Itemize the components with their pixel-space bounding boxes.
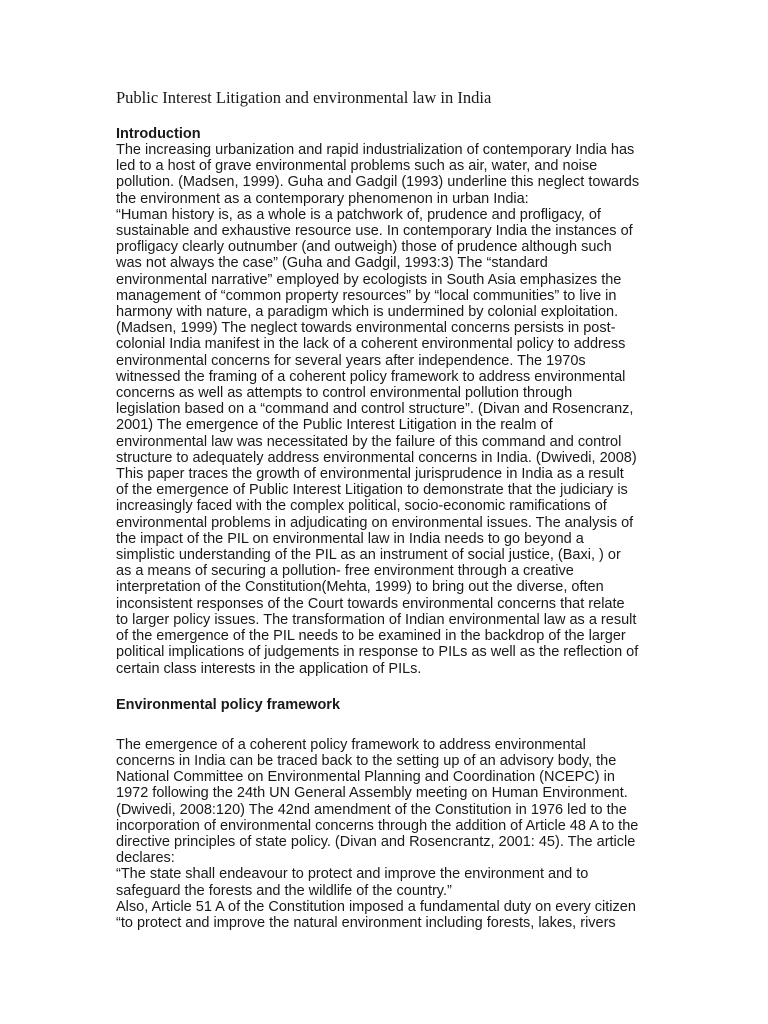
section-environmental-policy — [116, 697, 656, 931]
text-line: “to protect and improve the natural environment including forests, lakes, rivers — [116, 914, 616, 931]
text-line: pollution. (Madsen, 1999). Guha and Gadgil (1993) underline this neglect towards — [116, 174, 640, 191]
text-line: management of “common property resources” by “local communities” to live in — [116, 287, 617, 304]
text-line: Also, Article 51 A of the Constitution imposed a fundamental duty on every citizen — [116, 898, 636, 915]
text-line: colonial India manifest in the lack of a coherent environmental policy to address — [116, 336, 626, 353]
text-line: 2001) The emergence of the Public Interest Litigation in the realm of — [116, 417, 553, 434]
text-line: declares: — [116, 850, 175, 867]
text-line: incorporation of environmental concerns through the addition of Article 48 A to the — [116, 817, 639, 834]
text-line: increasingly faced with the complex political, socio-economic ramifications of — [116, 498, 607, 515]
text-line: witnessed the framing of a coherent policy framework to address environmental — [116, 368, 626, 385]
text-line: concerns in India can be traced back to the setting up of an advisory body, the — [116, 752, 617, 769]
text-line: interpretation of the Constitution(Mehta, 1999) to bring out the diverse, often — [116, 579, 604, 596]
section-introduction — [116, 126, 656, 677]
text-line: 1972 following the 24th UN General Assembly meeting on Human Environment. — [116, 785, 628, 802]
text-line: to larger policy issues. The transformation of Indian environmental law as a result — [116, 611, 637, 628]
text-line: This paper traces the growth of environmental jurisprudence in India as a result — [116, 466, 624, 483]
text-line: inconsistent responses of the Court towards environmental concerns that relate — [116, 595, 625, 612]
text-line: concerns as well as attempts to control environmental pollution through — [116, 385, 573, 402]
text-line: The increasing urbanization and rapid industrialization of contemporary India has — [116, 142, 635, 158]
text-line: of the emergence of Public Interest Litigation to demonstrate that the judiciary is — [116, 482, 628, 499]
text-line: as a means of securing a pollution- free environment through a creative — [116, 563, 574, 580]
text-line: led to a host of grave environmental problems such as air, water, and noise — [116, 158, 598, 175]
text-line: the impact of the PIL on environmental law in India needs to go beyond a — [116, 530, 584, 547]
text-line: The emergence of a coherent policy framework to address environmental — [116, 736, 586, 753]
text-line: “The state shall endeavour to protect and improve the environment and to — [116, 866, 589, 883]
text-line: environmental narrative” employed by ecologists in South Asia emphasizes the — [116, 271, 622, 288]
text-line: (Dwivedi, 2008:120) The 42nd amendment of the Constitution in 1976 led to the — [116, 801, 627, 818]
text-line: National Committee on Environmental Planning and Coordination (NCEPC) in — [116, 769, 615, 786]
text-line: “Human history is, as a whole is a patchwork of, prudence and profligacy, of — [116, 206, 601, 223]
text-line: directive principles of state policy. (Divan and Rosencrantz, 2001: 45). The article — [116, 833, 636, 850]
section-heading-environmental-policy: Environmental policy framework — [116, 696, 341, 713]
text-line: the environment as a contemporary phenomenon in urban India: — [116, 190, 529, 207]
text-line: environmental law was necessitated by the failure of this command and control — [116, 433, 622, 450]
section-spacer — [116, 677, 656, 697]
text-line: sustainable and exhaustive resource use. In contemporary India the instances of — [116, 223, 633, 240]
text-line: was not always the case” (Guha and Gadgil, 1993:3) The “standard — [116, 255, 548, 272]
text-line: profligacy clearly outnumber (and outweigh) those of prudence although such — [116, 239, 612, 256]
text-line: structure to adequately address environmental concerns in India. (Dwivedi, 2008) — [116, 449, 637, 466]
text-line: (Madsen, 1999) The neglect towards environmental concerns persists in post- — [116, 320, 616, 337]
paragraph-introduction — [116, 142, 656, 677]
text-line: certain class interests in the application of PILs. — [116, 660, 422, 677]
text-line: of the emergence of the PIL needs to be examined in the backdrop of the larger — [116, 628, 626, 645]
text-line: simplistic understanding of the PIL as an instrument of social justice, (Baxi, ) or — [116, 547, 621, 564]
paragraph-environmental-policy — [116, 737, 656, 931]
section-heading-introduction: Introduction — [116, 126, 201, 142]
text-line: safeguard the forests and the wildlife of the country.” — [116, 882, 452, 899]
text-line: political implications of judgements in response to PILs as well as the reflection of — [116, 644, 639, 661]
document-title: Public Interest Litigation and environmental law in India — [116, 88, 492, 107]
text-line: environmental concerns for several years after independence. The 1970s — [116, 352, 586, 369]
text-line: harmony with nature, a paradigm which is undermined by colonial exploitation. — [116, 304, 619, 321]
heading-spacer — [116, 713, 656, 737]
document-page — [116, 88, 656, 931]
text-line: environmental problems in adjudicating on environmental issues. The analysis of — [116, 514, 634, 531]
text-line: legislation based on a “command and control structure”. (Divan and Rosencranz, — [116, 401, 634, 418]
